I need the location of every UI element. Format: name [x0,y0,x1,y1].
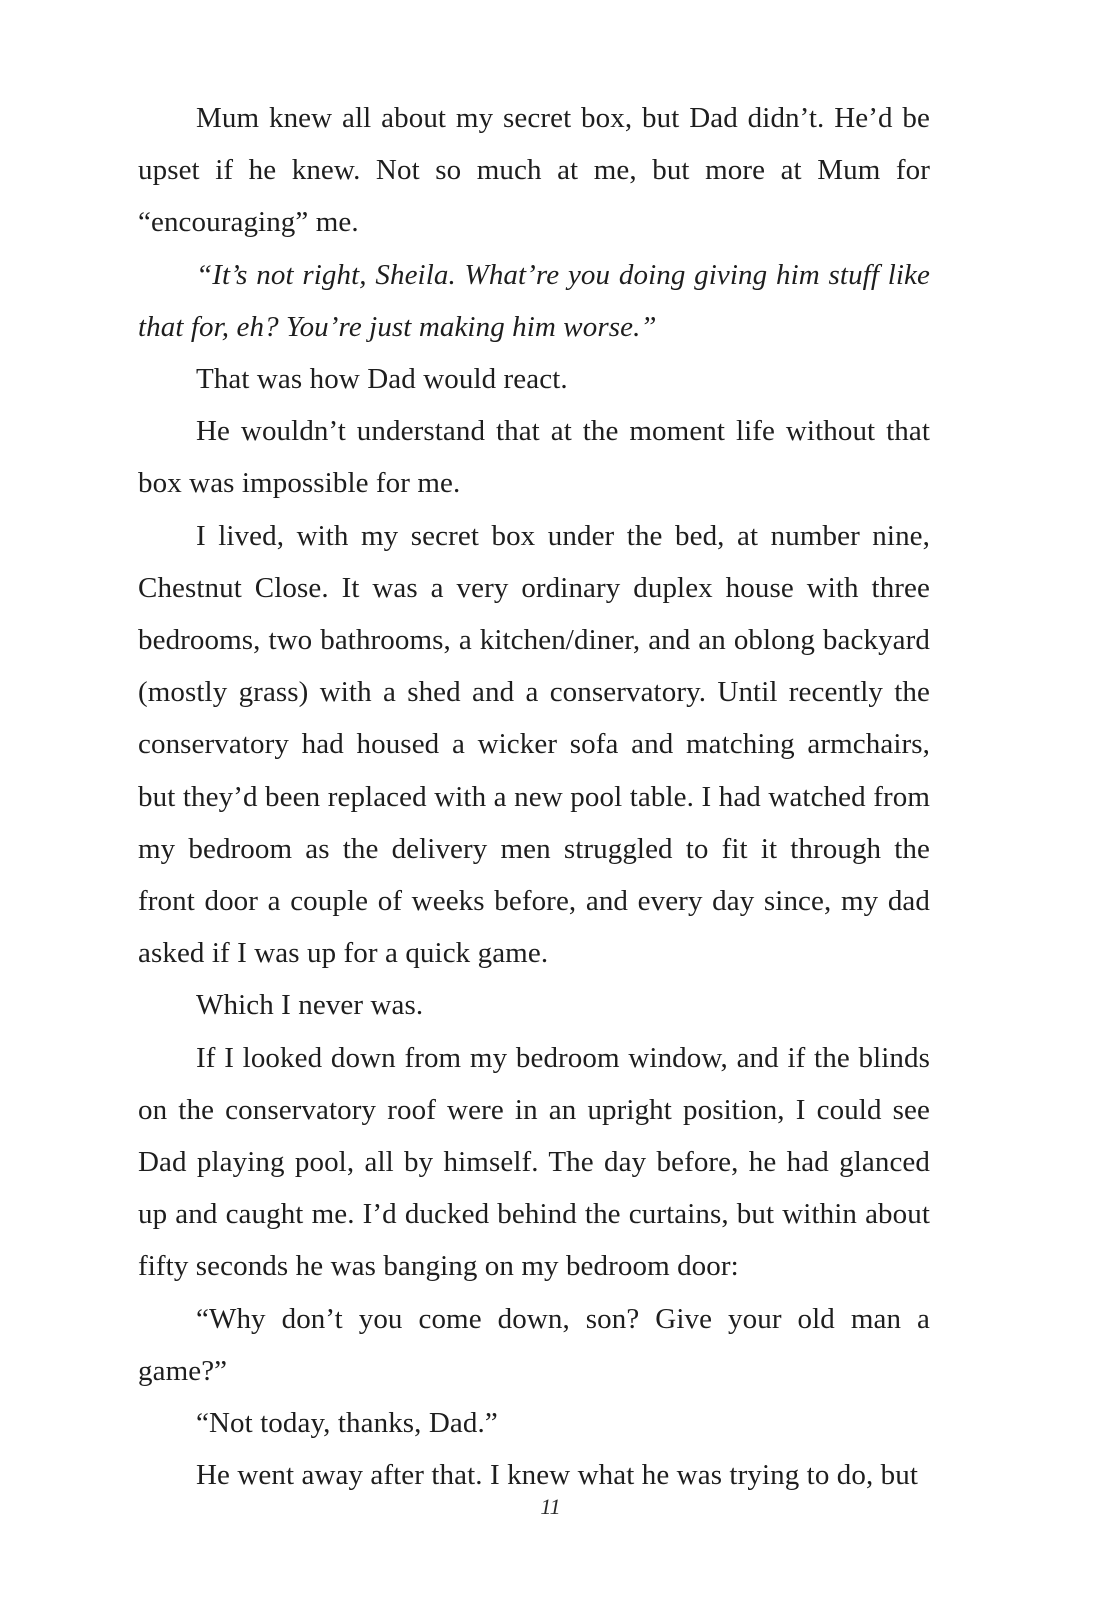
paragraph-dialogue: “Not today, thanks, Dad.” [196,1407,498,1440]
paragraph: If I looked down from my bedroom window, and if the blinds on the conservatory roof were in an upright position, I could see Dad playing pool, all by himself. The day before, he had glanced up and caught me. I’d ducked behind the curtains, but within about fifty seconds he was banging on my bedroom door: [138,1041,930,1283]
paragraph: That was how Dad would react. [196,363,568,396]
paragraph: Which I never was. [196,989,424,1022]
paragraph: I lived, with my secret box under the bed, at number nine, Chestnut Close. It was a very ordinary duplex house with three bedrooms, two bathrooms, a kitchen/diner, and an oblong backyard (mostly grass) with a shed and a conservatory. Until recently the conservatory had housed a wicker sofa and matching armchairs, but they’d been replaced with a new pool table. I had watched from my bedroom as the delivery men struggled to fit it through the front door a couple of weeks before, and every day since, my dad asked if I was up for a quick game. [138,519,930,970]
page-number: 11 [540,1494,561,1519]
body-text [138,92,930,1501]
paragraph: He wouldn’t understand that at the moment life without that box was impossible for me. [138,415,930,500]
paragraph: Mum knew all about my secret box, but Dad didn’t. He’d be upset if he knew. Not so much at me, but more at Mum for “encouraging” me. [138,102,930,239]
paragraph-quote-italic: “It’s not right, Sheila. What’re you doing giving him stuff like that for, eh? You’re just making him worse.” [138,258,930,343]
paragraph: He went away after that. I knew what he was trying to do, but [196,1459,919,1492]
paragraph-dialogue: “Why don’t you come down, son? Give your old man a game?” [138,1302,930,1387]
